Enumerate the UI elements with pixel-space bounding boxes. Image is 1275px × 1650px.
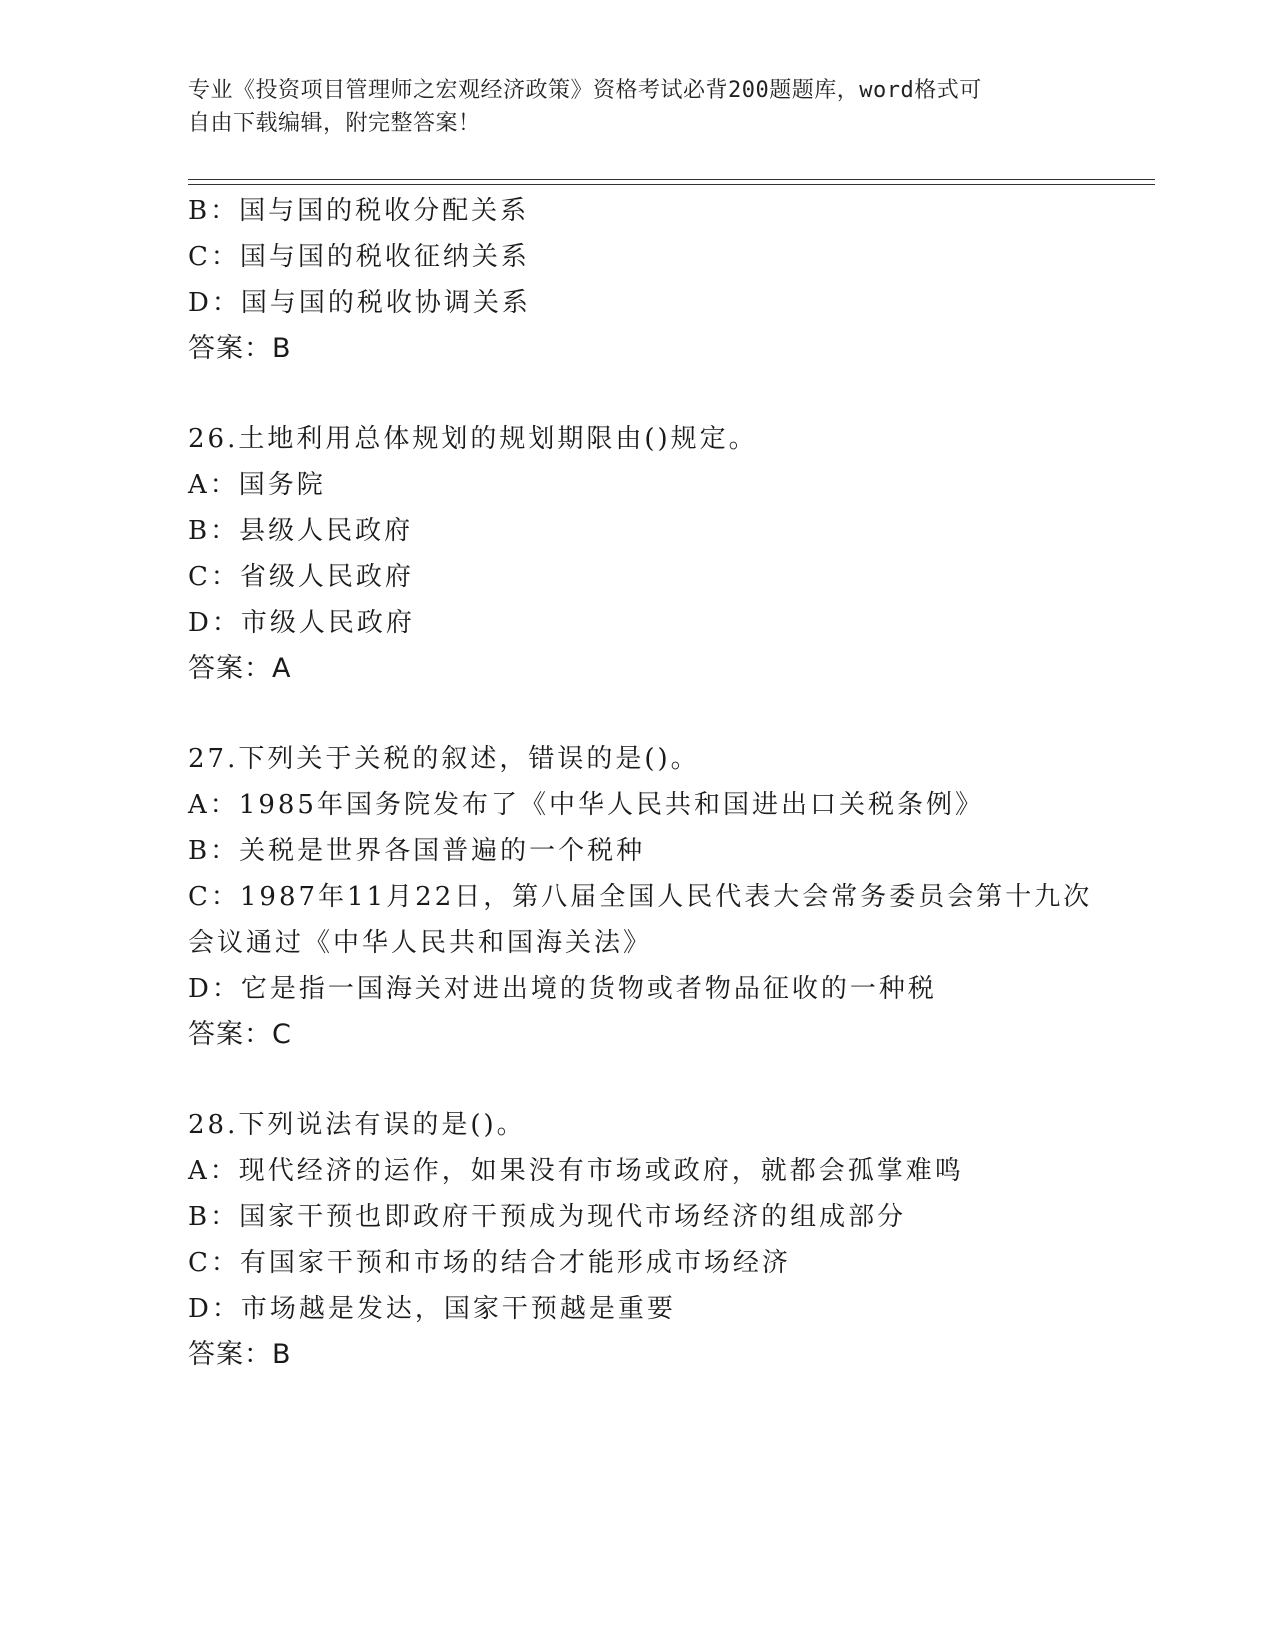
document-header [188, 74, 1088, 140]
question-block-25 [188, 188, 1088, 372]
question-block-27 [188, 736, 1093, 1058]
question-list [188, 188, 1093, 1378]
option-d: D：市级人民政府 [188, 608, 415, 638]
option-d: D：市场越是发达，国家干预越是重要 [188, 1294, 676, 1324]
option-b: B：国与国的税收分配关系 [188, 196, 530, 226]
option-d: D：它是指一国海关对进出境的货物或者物品征收的一种税 [188, 974, 937, 1004]
question-text: 26.土地利用总体规划的规划期限由()规定。 [188, 424, 758, 454]
option-d: D：国与国的税收协调关系 [188, 288, 531, 318]
answer-label: 答案：A [188, 653, 292, 684]
option-b: B：县级人民政府 [188, 516, 414, 546]
question-text: 27.下列关于关税的叙述，错误的是()。 [188, 744, 700, 774]
answer-label: 答案：C [188, 1019, 292, 1050]
answer-label: 答案：B [188, 333, 292, 364]
option-c: C：省级人民政府 [188, 562, 414, 592]
question-text: 28.下列说法有误的是()。 [188, 1110, 526, 1140]
option-b: B：关税是世界各国普遍的一个税种 [188, 836, 646, 866]
question-block-28 [188, 1102, 1088, 1378]
header-line-1: 专业《投资项目管理师之宏观经济政策》资格考试必背200题题库，word格式可 [188, 78, 982, 103]
option-c: C：有国家干预和市场的结合才能形成市场经济 [188, 1248, 791, 1278]
option-b: B：国家干预也即政府干预成为现代市场经济的组成部分 [188, 1202, 907, 1232]
header-line-2: 自由下载编辑，附完整答案！ [188, 111, 481, 136]
option-c: C：1987年11月22日，第八届全国人民代表大会常务委员会第十九次 [188, 882, 1093, 912]
option-a: A：国务院 [188, 470, 326, 500]
question-block-26 [188, 416, 1088, 692]
option-a: A：1985年国务院发布了《中华人民共和国进出口关税条例》 [188, 790, 984, 820]
header-divider-bottom [188, 184, 1155, 185]
option-c: C：国与国的税收征纳关系 [188, 242, 530, 272]
answer-label: 答案：B [188, 1339, 292, 1370]
option-c-continued: 会议通过《中华人民共和国海关法》 [188, 928, 653, 958]
header-divider-top [188, 179, 1155, 180]
option-a: A：现代经济的运作，如果没有市场或政府，就都会孤掌难鸣 [188, 1156, 964, 1186]
